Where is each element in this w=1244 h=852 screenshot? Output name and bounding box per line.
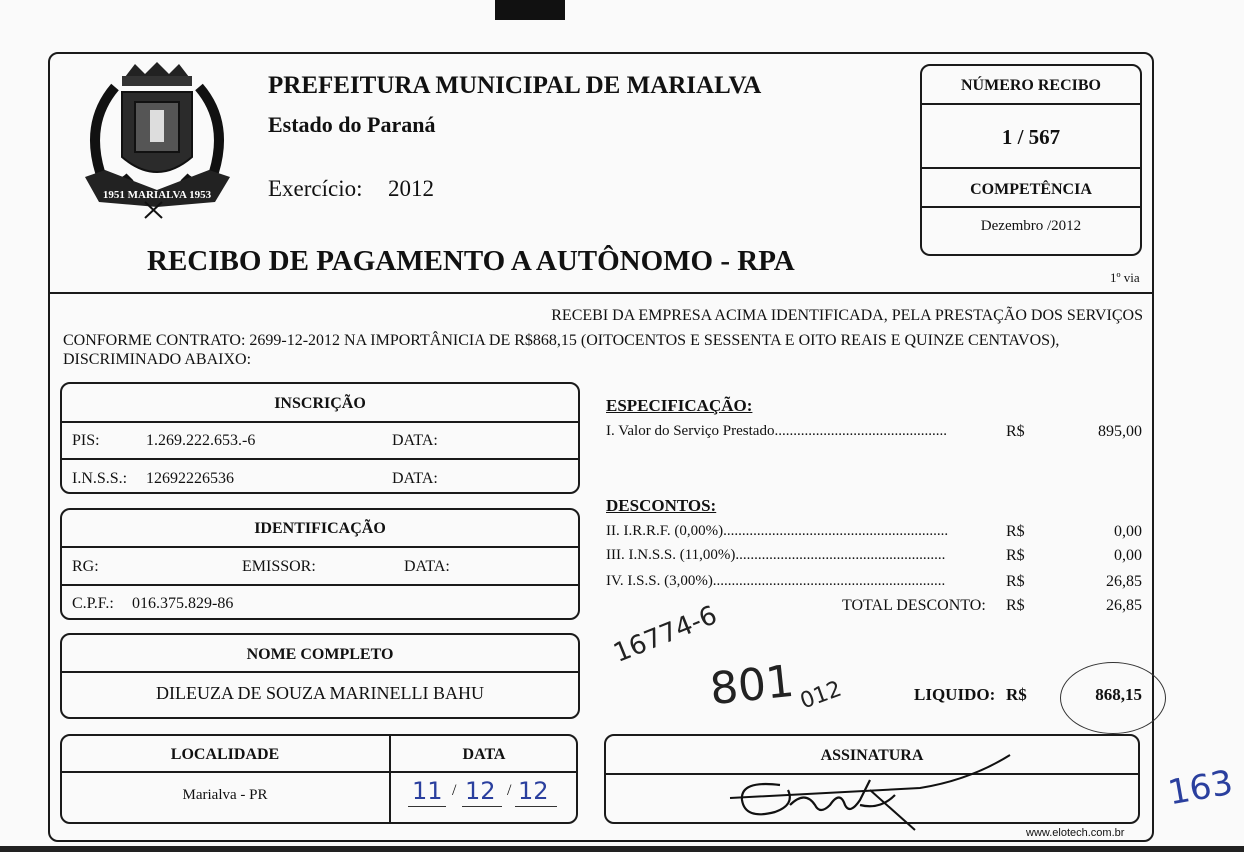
receipt-number-value: 1 / 567 xyxy=(1001,125,1061,149)
identificacao-line-2 xyxy=(61,584,579,586)
receipt-number-label: NÚMERO RECIBO xyxy=(960,77,1101,94)
state-name: Estado do Paraná xyxy=(268,112,436,137)
receipt-box-line-3 xyxy=(921,206,1141,208)
statement-line-2: CONFORME CONTRATO: 2699-12-2012 NA IMPORTÂNICIA DE R$868,15 (OITOCENTOS E SESSENTA E OITO REAIS E QUINZE CENTAVOS), xyxy=(63,332,1060,349)
desconto-iss-label: IV. I.S.S. (3,00%).............................................................. xyxy=(606,573,946,589)
competencia-value: Dezembro /2012 xyxy=(980,218,1082,234)
data-title: DATA xyxy=(462,746,506,763)
data-month: 12 xyxy=(465,777,496,805)
pis-label: PIS: xyxy=(72,432,100,449)
data-year: 12 xyxy=(518,777,549,805)
cpf-value: 016.375.829-86 xyxy=(132,595,234,612)
statement-line-3: DISCRIMINADO ABAIXO: xyxy=(63,351,252,368)
desconto-inss-value: 0,00 xyxy=(1114,547,1142,564)
identificacao-data-label: DATA: xyxy=(404,558,450,575)
footer-website: www.elotech.com.br xyxy=(1026,827,1125,839)
competencia-label: COMPETÊNCIA xyxy=(970,181,1092,198)
desconto-inss-currency: R$ xyxy=(1006,547,1025,564)
nome-completo-value: DILEUZA DE SOUZA MARINELLI BAHU xyxy=(156,683,484,703)
bottom-scan-edge xyxy=(0,846,1244,852)
receipt-box-line-1 xyxy=(921,103,1141,105)
especificacao-currency: R$ xyxy=(1006,423,1025,440)
emissor-label: EMISSOR: xyxy=(242,558,316,575)
localidade-title: LOCALIDADE xyxy=(170,746,280,763)
desconto-irrf-currency: R$ xyxy=(1006,523,1025,540)
document-title: RECIBO DE PAGAMENTO A AUTÔNOMO - RPA xyxy=(147,245,795,277)
top-scan-mark xyxy=(495,0,565,20)
inscricao-line-2 xyxy=(61,458,579,460)
statement-line-1: RECEBI DA EMPRESA ACIMA IDENTIFICADA, PELA PRESTAÇÃO DOS SERVIÇOS xyxy=(551,307,1143,324)
nome-line xyxy=(61,671,579,673)
total-desconto-value: 26,85 xyxy=(1106,597,1142,614)
handwritten-page-number: 163 xyxy=(1165,762,1236,814)
especificacao-title: ESPECIFICAÇÃO: xyxy=(606,396,753,415)
liquido-label: LIQUIDO: xyxy=(914,685,996,704)
pis-value: 1.269.222.653.-6 xyxy=(146,432,256,449)
handwritten-note-2: 801 xyxy=(707,655,797,716)
total-desconto-currency: R$ xyxy=(1006,597,1025,614)
identificacao-title: IDENTIFICAÇÃO xyxy=(254,520,386,537)
pis-data-label: DATA: xyxy=(392,432,438,449)
crest-ribbon-text: 1951 MARIALVA 1953 xyxy=(102,189,212,201)
data-sep-2: / xyxy=(507,782,512,799)
header-divider xyxy=(49,292,1153,294)
municipality-title: PREFEITURA MUNICIPAL DE MARIALVA xyxy=(268,72,762,99)
via-label: 1º via xyxy=(1110,270,1140,285)
data-day: 11 xyxy=(412,777,443,805)
inss-data-label: DATA: xyxy=(392,470,438,487)
especificacao-value: 895,00 xyxy=(1098,423,1142,440)
inscricao-title: INSCRIÇÃO xyxy=(274,395,366,412)
nome-completo-title: NOME COMPLETO xyxy=(246,646,394,663)
data-underline-month xyxy=(462,806,502,807)
desconto-irrf-value: 0,00 xyxy=(1114,523,1142,540)
inss-label: I.N.S.S.: xyxy=(72,470,128,487)
cpf-label: C.P.F.: xyxy=(72,595,114,612)
municipal-crest-logo xyxy=(80,62,235,222)
liquido-currency: R$ xyxy=(1006,685,1027,704)
rg-label: RG: xyxy=(72,558,99,575)
data-underline-day xyxy=(408,806,446,807)
data-sep-1: / xyxy=(452,782,457,799)
localidade-value: Marialva - PR xyxy=(182,787,268,803)
desconto-iss-value: 26,85 xyxy=(1106,573,1142,590)
data-underline-year xyxy=(515,806,557,807)
total-desconto-label: TOTAL DESCONTO: xyxy=(842,597,986,614)
signature-scribble xyxy=(720,750,1020,840)
identificacao-line-1 xyxy=(61,546,579,548)
exercicio-label: Exercício: xyxy=(268,176,363,201)
localidade-line xyxy=(61,771,577,773)
inss-value: 12692226536 xyxy=(146,470,234,487)
inscricao-line-1 xyxy=(61,421,579,423)
desconto-iss-currency: R$ xyxy=(1006,573,1025,590)
handwritten-note-3: 012 xyxy=(796,676,846,715)
desconto-inss-label: III. I.N.S.S. (11,00%)........................................................ xyxy=(606,547,946,563)
liquido-value: 868,15 xyxy=(1095,685,1142,704)
assinatura-title: ASSINATURA xyxy=(820,747,924,764)
descontos-title: DESCONTOS: xyxy=(606,496,717,515)
exercicio-value: 2012 xyxy=(388,176,434,201)
handwritten-note-1: 16774-6 xyxy=(609,600,722,669)
desconto-irrf-label: II. I.R.R.F. (0,00%)............................................................ xyxy=(606,523,949,539)
receipt-box-line-2 xyxy=(921,167,1141,169)
especificacao-item: I. Valor do Serviço Prestado.............................................. xyxy=(606,423,947,439)
